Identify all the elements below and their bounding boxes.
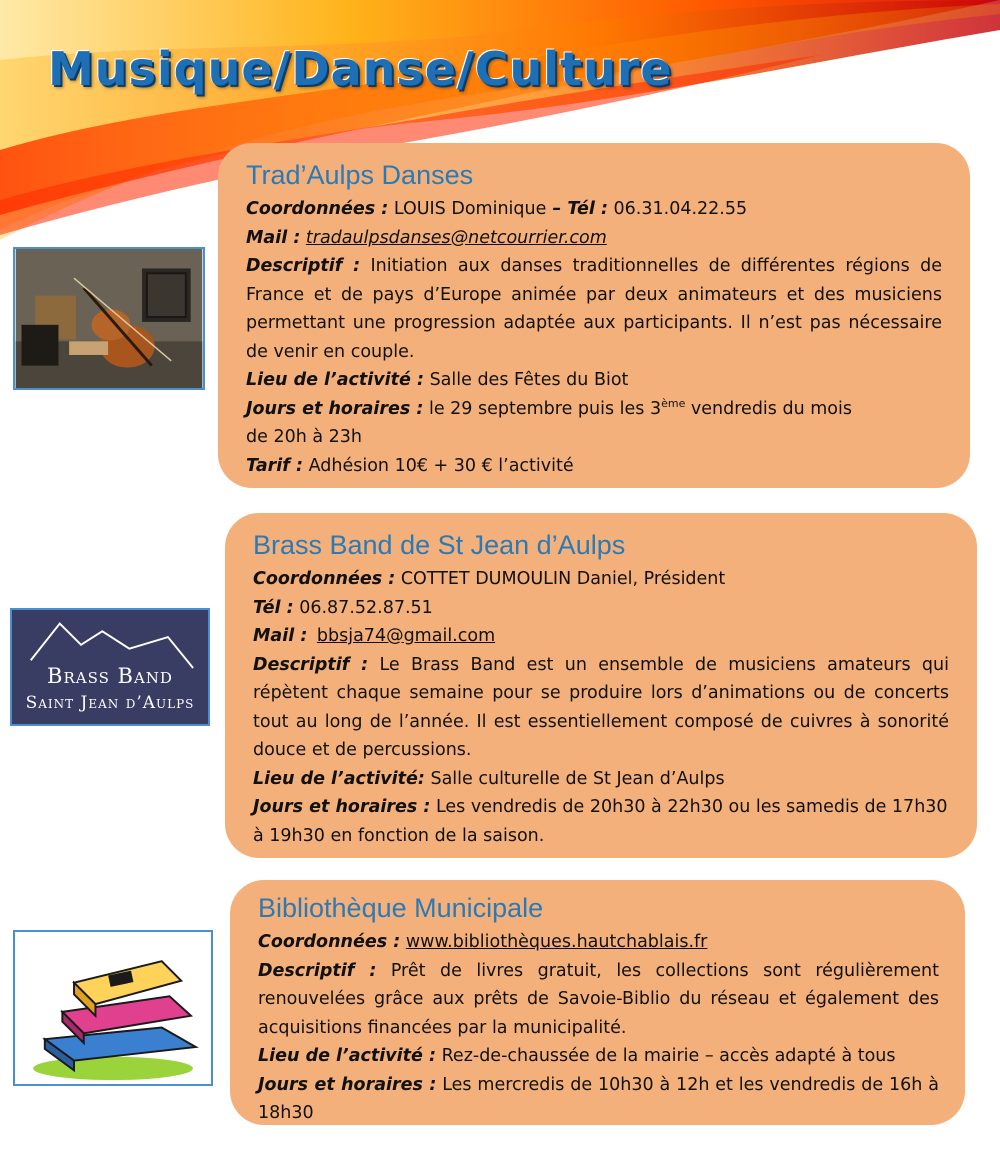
mail-line bbox=[246, 224, 942, 253]
contact-line bbox=[246, 195, 942, 224]
coord-value: LOUIS Dominique bbox=[393, 199, 547, 219]
description bbox=[246, 252, 942, 366]
tel-line bbox=[253, 594, 949, 623]
card-heading: Trad’Aulps Danses bbox=[246, 160, 474, 190]
coord-label: Coordonnées : bbox=[258, 932, 401, 952]
desc-label: Descriptif : bbox=[258, 960, 377, 981]
contact-line bbox=[253, 565, 949, 594]
books-clipart bbox=[13, 930, 213, 1086]
jours-value-b: vendredis du mois bbox=[685, 398, 852, 419]
tarif-label: Tarif : bbox=[246, 455, 304, 476]
desc-label: Descriptif : bbox=[253, 654, 369, 675]
lieu-label: Lieu de l’activité : bbox=[258, 1046, 436, 1066]
jours-value: Les mercredis de 10h30 à 12h et les vendredis de 16h à 18h30 bbox=[258, 1074, 939, 1123]
location-line bbox=[246, 366, 942, 395]
instruments-photo-icon bbox=[15, 249, 203, 388]
brass-band-logo bbox=[10, 608, 210, 726]
lieu-value: Rez-de-chaussée de la mairie – accès adapté à tous bbox=[441, 1046, 896, 1066]
mail-label: Mail : bbox=[253, 626, 308, 646]
desc-value: Initiation aux danses traditionnelles de différentes régions de France et de pays d’Europe animée par deux animateurs et des musiciens permettant une progression adaptée aux participants. Il n’est pas nécessaire de venir en couple. bbox=[246, 256, 942, 362]
coord-value: COTTET DUMOULIN Daniel, Président bbox=[400, 569, 726, 589]
jours-superscript: ème bbox=[661, 396, 686, 410]
schedule-line bbox=[253, 793, 949, 850]
desc-value: Prêt de livres gratuit, les collections sont régulièrement renouvelées grâce aux prêts de Savoie-Biblio du réseau et également des acquisitions financées par la municipalité. bbox=[258, 960, 939, 1038]
desc-value: Le Brass Band est un ensemble de musiciens amateurs qui répètent chaque semaine pour se produire lors d’animations ou de concerts tout au long de l’année. Il est essentiellement composé de cuivres à sonorité douce et de percussions. bbox=[253, 654, 949, 760]
jours-label: Jours et horaires : bbox=[258, 1074, 437, 1095]
logo-line-2: Saint Jean d’Aulps bbox=[25, 693, 195, 713]
schedule-line bbox=[258, 1071, 939, 1128]
schedule-line bbox=[246, 395, 942, 452]
description bbox=[253, 651, 949, 765]
tel-value: 06.31.04.22.55 bbox=[613, 199, 748, 219]
price-line bbox=[246, 452, 942, 481]
description bbox=[258, 957, 939, 1043]
lieu-value: Salle culturelle de St Jean d’Aulps bbox=[430, 768, 725, 789]
location-line bbox=[258, 1042, 939, 1071]
jours-value: Les vendredis de 20h30 à 22h30 ou les samedis de 17h30 à 19h30 en fonction de la saison. bbox=[253, 797, 948, 846]
mail-line bbox=[253, 622, 949, 651]
card-trad-aulps bbox=[218, 143, 970, 488]
page-title: Musique/Danse/Culture bbox=[48, 42, 673, 96]
instruments-photo bbox=[13, 247, 205, 390]
jours-label: Jours et horaires : bbox=[253, 797, 431, 817]
card-brass-band bbox=[225, 513, 977, 858]
tarif-value: Adhésion 10€ + 30 € l’activité bbox=[308, 455, 574, 476]
email-link[interactable]: tradaulpsdanses@netcourrier.com bbox=[305, 227, 607, 248]
tel-label: Tél : bbox=[253, 597, 294, 618]
lieu-label: Lieu de l’activité: bbox=[253, 768, 425, 789]
location-line bbox=[253, 765, 949, 794]
website-link[interactable]: www.bibliothèques.hautchablais.fr bbox=[405, 932, 708, 952]
lieu-label: Lieu de l’activité : bbox=[246, 370, 424, 390]
coord-label: Coordonnées : bbox=[246, 199, 389, 219]
card-bibliotheque bbox=[230, 880, 965, 1125]
books-icon bbox=[15, 932, 211, 1084]
jours-value: le 29 septembre puis les 3 bbox=[428, 398, 662, 419]
lieu-value: Salle des Fêtes du Biot bbox=[429, 370, 629, 390]
mail-label: Mail : bbox=[246, 227, 301, 248]
logo-line-1: Brass Band bbox=[47, 664, 173, 688]
tel-label: Tél : bbox=[567, 199, 608, 219]
contact-line bbox=[258, 928, 939, 957]
jours-label: Jours et horaires : bbox=[246, 398, 424, 419]
tel-value: 06.87.52.87.51 bbox=[299, 597, 433, 618]
desc-label: Descriptif : bbox=[246, 256, 361, 276]
tel-separator: – bbox=[546, 199, 568, 219]
card-heading: Brass Band de St Jean d’Aulps bbox=[253, 530, 626, 560]
jours-value-c: de 20h à 23h bbox=[246, 427, 363, 447]
coord-label: Coordonnées : bbox=[253, 569, 396, 589]
email-link[interactable]: bbsja74@gmail.com bbox=[316, 626, 496, 646]
card-heading: Bibliothèque Municipale bbox=[258, 893, 544, 923]
